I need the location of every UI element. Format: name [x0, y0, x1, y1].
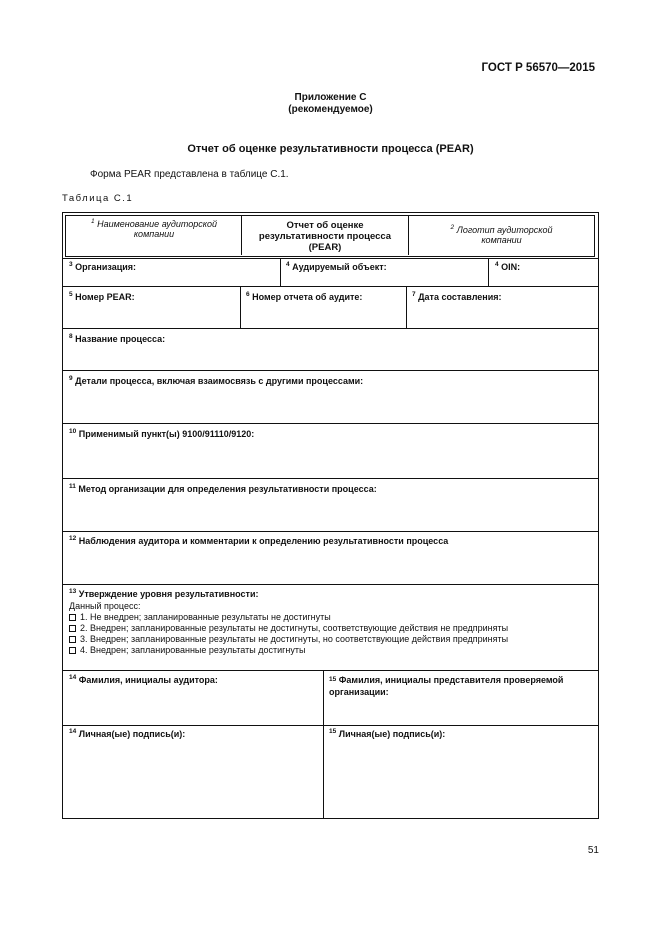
divider [280, 258, 281, 286]
header-logo: $^2$ Логотип аудиторской компании [450, 224, 553, 245]
appendix-title: Приложение С [294, 92, 367, 103]
appendix-status: (рекомендуемое) [288, 104, 373, 115]
field-effectiveness-level: $^{13}$ Утверждение уровня результативности: [69, 588, 259, 599]
field-auditor-name[interactable]: $^{14}$ Фамилия, инициалы аудитора: [69, 674, 218, 685]
row-line [63, 423, 598, 424]
effectiveness-option-3[interactable]: 3. Внедрен; запланированные результаты не достигнуты, но соответствующие действия предприняты [69, 634, 508, 644]
field-representative-signature[interactable]: $^{15}$ Личная(ые) подпись(и): [329, 728, 446, 739]
divider [323, 670, 324, 819]
effectiveness-option-1[interactable]: 1. Не внедрен; запланированные результаты не достигнуты [69, 612, 331, 622]
intro-text: Форма PEAR представлена в таблице С.1. [90, 169, 289, 180]
checkbox[interactable] [69, 614, 76, 621]
page-number: 51 [587, 845, 599, 856]
header-company-name: $^1$ Наименование аудиторской компании [90, 218, 218, 239]
checkbox[interactable] [69, 625, 76, 632]
field-organization[interactable]: $^3$ Организация: [69, 261, 137, 272]
divider [240, 286, 241, 328]
row-line [63, 286, 598, 287]
field-organization-representative[interactable]: $^{15}$ Фамилия, инициалы представителя проверяемой организации: [329, 675, 564, 697]
document-title: Отчет об оценке результативности процесса (PEAR) [187, 143, 474, 155]
divider [488, 258, 489, 286]
field-applicable-clauses[interactable]: $^{10}$ Применимый пункт(ы) 9100/91110/9120: [69, 428, 255, 439]
header-form-title: Отчет об оценке результативности процесса (PEAR) [258, 220, 392, 253]
row-line [63, 725, 598, 726]
field-audit-report-number[interactable]: $^6$ Номер отчета об аудите: [246, 291, 363, 302]
field-audited-object[interactable]: $^4$ Аудируемый объект: [286, 261, 387, 272]
table-caption: Таблица С.1 [62, 193, 134, 204]
row-line [63, 531, 598, 532]
field-process-details[interactable]: $^9$ Детали процесса, включая взаимосвязь с другими процессами: [69, 375, 364, 386]
row-line [63, 370, 598, 371]
row-line [63, 258, 598, 259]
standard-number: ГОСТ Р 56570—2015 [481, 62, 595, 74]
checkbox[interactable] [69, 636, 76, 643]
row-line [63, 328, 598, 329]
divider [406, 286, 407, 328]
effectiveness-option-4[interactable]: 4. Внедрен; запланированные результаты достигнуты [69, 645, 305, 655]
field-oin[interactable]: $^4$ OIN: [495, 261, 521, 272]
effectiveness-intro: Данный процесс: [69, 601, 141, 611]
form-header [65, 215, 595, 257]
field-auditor-signature[interactable]: $^{14}$ Личная(ые) подпись(и): [69, 728, 186, 739]
effectiveness-option-2[interactable]: 2. Внедрен; запланированные результаты не достигнуты, соответствующие действия не предприняты [69, 623, 508, 633]
field-date[interactable]: $^7$ Дата составления: [412, 291, 502, 302]
field-pear-number[interactable]: $^5$ Номер PEAR: [69, 291, 135, 302]
checkbox[interactable] [69, 647, 76, 654]
row-line [63, 584, 598, 585]
pear-form [62, 212, 599, 819]
row-line [63, 478, 598, 479]
field-auditor-observations[interactable]: $^{12}$ Наблюдения аудитора и комментарии к определению результативности процесса [69, 535, 449, 546]
field-process-name[interactable]: $^8$ Название процесса: [69, 333, 166, 344]
row-line [63, 670, 598, 671]
field-organization-method[interactable]: $^{11}$ Метод организации для определения результативности процесса: [69, 483, 377, 494]
